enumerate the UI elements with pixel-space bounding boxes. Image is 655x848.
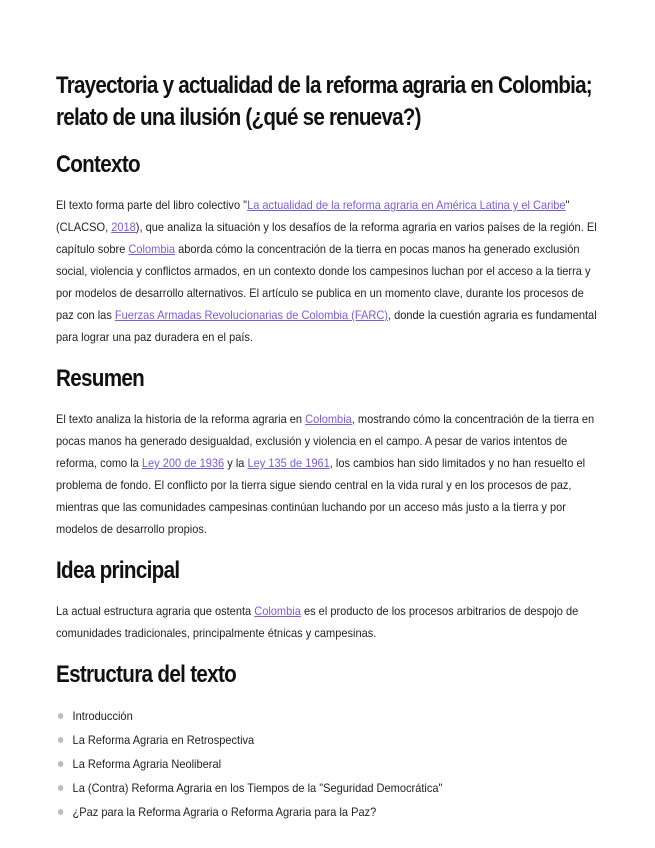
bullet-icon — [58, 737, 64, 743]
text: La actual estructura agraria que ostenta — [56, 604, 255, 618]
list-item-label: La (Contra) Reforma Agraria en los Tiempos de la "Seguridad Democrática" — [72, 781, 443, 795]
paragraph-resumen — [56, 408, 601, 540]
article — [56, 62, 601, 824]
text: El texto analiza la historia de la reforma agraria en — [56, 412, 306, 426]
link-year[interactable]: 2018 — [111, 220, 136, 234]
link-farc[interactable]: Fuerzas Armadas Revolucionarias de Colombia (FARC) — [114, 308, 388, 322]
heading-estructura: Estructura del texto — [56, 661, 237, 688]
text: , donde la cuestión agraria es fundamental para lograr una paz duradera en el país. — [56, 308, 597, 344]
text: ), que analiza la situación y los desafíos de la reforma agraria en varios países de la región. El capítulo sobre — [56, 220, 597, 256]
bullet-icon — [58, 785, 64, 791]
text: , mostrando cómo la concentración de la tierra en pocas manos ha generado desigualdad, exclusión y violencia en el campo. A pesar de varios intentos de reforma, como la — [56, 412, 595, 470]
heading-contexto: Contexto — [56, 151, 140, 178]
paragraph-idea-principal — [56, 600, 601, 644]
list-item-label: La Reforma Agraria en Retrospectiva — [72, 733, 255, 747]
list-item-label: La Reforma Agraria Neoliberal — [72, 757, 222, 771]
bullet-icon — [58, 761, 64, 767]
bullet-icon — [58, 713, 64, 719]
list-item-label: Introducción — [72, 709, 133, 723]
list-item — [56, 800, 617, 824]
list-item — [56, 752, 617, 776]
list-item — [56, 728, 617, 752]
text: El texto forma parte del libro colectivo " — [56, 198, 248, 212]
link-colombia[interactable]: Colombia — [128, 242, 176, 256]
paragraph-contexto — [56, 194, 601, 348]
link-ley-200[interactable]: Ley 200 de 1936 — [141, 456, 225, 470]
structure-list — [56, 704, 601, 824]
link-colombia[interactable]: Colombia — [254, 604, 301, 618]
list-item — [56, 776, 617, 800]
heading-idea-principal: Idea principal — [56, 557, 180, 584]
list-item — [56, 704, 617, 728]
text: , los cambios han sido limitados y no han resuelto el problema de fondo. El conflicto por la tierra sigue siendo central en la vida rural y en los procesos de paz, mientras que las comunidades campesinas continúan luchando por un acceso más justo a la tierra y por modelos de desarrollo propios. — [56, 456, 586, 536]
heading-resumen: Resumen — [56, 365, 145, 392]
list-item-label: ¿Paz para la Reforma Agraria o Reforma Agraria para la Paz? — [72, 805, 377, 819]
text: " (CLACSO, — [56, 198, 570, 234]
link-ley-135[interactable]: Ley 135 de 1961 — [247, 456, 330, 470]
text: y la — [224, 456, 248, 470]
link-book[interactable]: La actualidad de la reforma agraria en América Latina y el Caribe — [247, 198, 566, 212]
text: es el producto de los procesos arbitrarios de despojo de comunidades tradicionales, principalmente étnicas y campesinas. — [56, 604, 579, 640]
bullet-icon — [58, 809, 64, 815]
link-colombia[interactable]: Colombia — [305, 412, 352, 426]
text: aborda cómo la concentración de la tierra en pocas manos ha generado exclusión social, violencia y conflictos armados, en un contexto donde los campesinos luchan por el acceso a la tierra y por modelos de desarrollo alternativos. El artículo se publica en un momento clave, durante los procesos de paz con las — [56, 242, 591, 322]
page-title: Trayectoria y actualidad de la reforma agraria en Colombia; relato de una ilusión (¿qué se renueva?) — [56, 72, 592, 131]
